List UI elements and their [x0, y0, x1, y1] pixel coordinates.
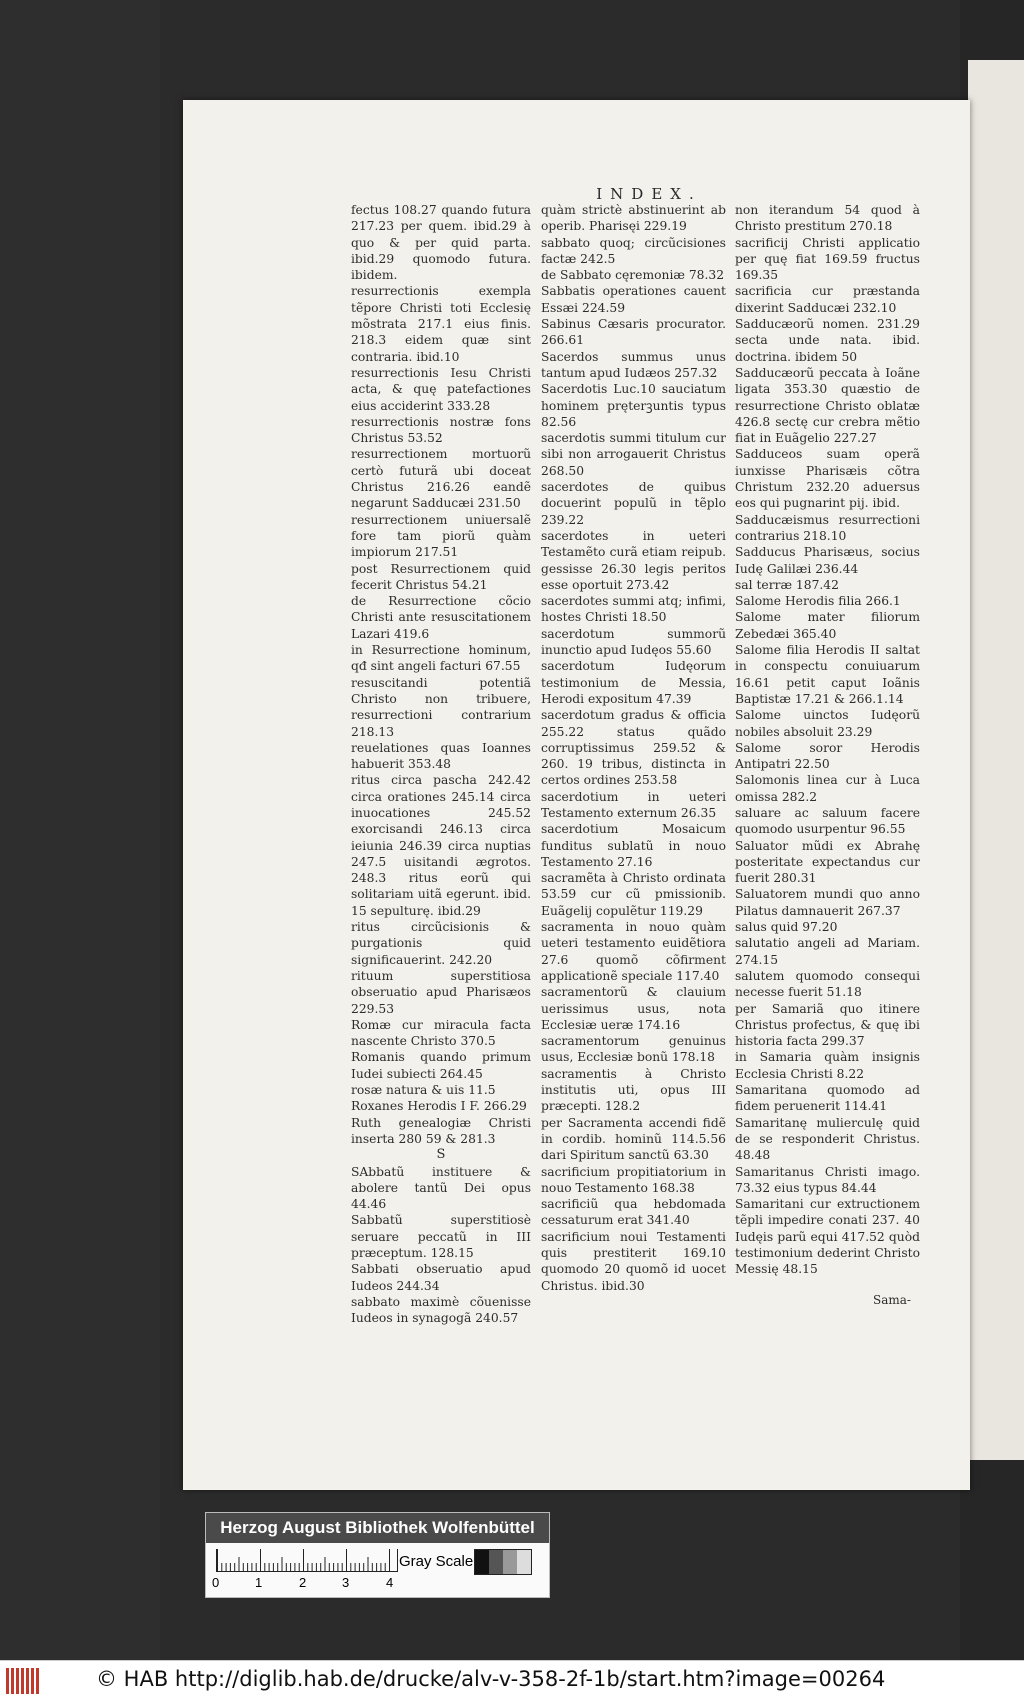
index-entry: Samaritanę mulierculę quid de se responderit Christus. 48.48: [735, 1115, 920, 1163]
color-scale-card: [205, 1512, 550, 1598]
index-entry: reuelationes quas Ioannes habuerit 353.48: [351, 740, 531, 772]
index-entry: in Samaria quàm insignis Ecclesia Christi 8.22: [735, 1050, 920, 1081]
index-entry: Sadducus Pharisæus, socius Iudę Galilæi 236.44: [735, 545, 920, 576]
index-entry: per Sacramenta accendi fidẽ in cordib. hominũ 114.5.56 dari Spiritum sanctũ 63.30: [541, 1115, 726, 1163]
index-entry: sacrificia cur præstanda dixerint Sadducæi 232.10: [735, 284, 920, 315]
ruler-number: 2: [299, 1575, 307, 1590]
index-entry: Saluatorem mundi quo anno Pilatus damnauerit 267.37: [735, 887, 920, 918]
index-entry: Roxanes Herodis I F. 266.29: [351, 1099, 527, 1114]
index-entry: sacrificium noui Testamenti quis prestiterit 169.10 quomodo 20 quomõ id uocet Christus. ibid.30: [541, 1229, 726, 1293]
index-entry: Salome soror Herodis Antipatri 22.50: [735, 740, 920, 772]
page-header: INDEX.: [596, 185, 702, 203]
index-entry: sacerdotum summorũ inunctio apud Iudęos 55.60: [541, 626, 726, 658]
index-entry: Sadducæismus resurrectioni contrarius 218.10: [735, 512, 920, 543]
index-entry: Sabbatis operationes cauent Essæi 224.59: [541, 284, 726, 315]
index-entry: quàm strictè abstinuerint ab operib. Pharisęi 229.19: [541, 203, 726, 234]
index-entry: Romanis quando primum Iudei subiecti 264.45: [351, 1050, 531, 1081]
index-entry: Sadduceos suam operã iunxisse Pharisæis cõtra Christum 232.20 aduersus eos qui pugnarint pij. ibid.: [735, 447, 920, 511]
index-entry: sacrificiũ qua hebdomada cessaturum erat 341.40: [541, 1197, 726, 1228]
index-entry: sacerdotes summi atq; infimi, hostes Christi 18.50: [541, 594, 726, 625]
index-entry: sacerdotium Mosaicum funditus sublatũ in nouo Testamento 27.16: [541, 822, 726, 869]
index-entry: in Resurrectione hominum, qđ sint angeli facturi 67.55: [351, 643, 531, 674]
index-entry: resuscitandi potentiã Christo non tribuere, resurrectioni contrarium 218.13: [351, 675, 531, 739]
index-entry: ritus circa pascha 242.42 circa orationes 245.14 circa inuocationes 245.52 exorcisandi 246.13 circa ieiunia 246.39 circa nuptias 247.5 uisitandi ægrotos. 248.3 ritus eorũ qui solitariam uitã egerunt. ibid. 15 sepulturę. ibid.29: [351, 773, 531, 918]
index-entry: sacramentis à Christo institutis uti, opus III præcepti. 128.2: [541, 1066, 726, 1114]
index-entry: de Resurrectione cõcio Christi ante resuscitationem Lazari 419.6: [351, 594, 531, 641]
index-entry: sacramẽta à Christo ordinata 53.59 cur cũ pmissionib. Euãgelij copulẽtur 119.29: [541, 871, 726, 918]
gray-swatch: [475, 1550, 489, 1574]
gray-swatch: [503, 1550, 517, 1574]
index-entry: sacramentorum genuinus usus, Ecclesiæ bonũ 178.18: [541, 1034, 726, 1065]
hab-logo-icon: [6, 1668, 46, 1694]
index-column-2: [541, 202, 726, 1294]
index-entry: Salome filia Herodis II saltat in conspectu conuiuarum 16.61 petit caput Ioãnis Baptistæ 17.21 & 266.1.14: [735, 643, 920, 706]
library-name: Herzog August Bibliothek Wolfenbüttel: [206, 1513, 549, 1543]
ruler-number: 0: [212, 1575, 220, 1590]
index-entry: ritus circũcisionis & purgationis quid significauerint. 242.20: [351, 920, 531, 967]
index-entry: sacrificium propitiatorium in nouo Testamento 168.38: [541, 1164, 726, 1195]
index-column-1: [351, 202, 531, 1326]
scan-background-left: [0, 0, 160, 1660]
index-entry: sacerdotes in ueteri Testamẽto curã etiam reipub. gessisse 26.30 legis peritos esse oportuit 273.42: [541, 528, 726, 592]
index-entry: salutem quomodo consequi necesse fuerit 51.18: [735, 968, 920, 1000]
footer-bar: [0, 1660, 1024, 1700]
index-entry: non iterandum 54 quod à Christo prestitum 270.18: [735, 203, 920, 234]
index-entry: resurrectionis exempla tẽpore Christi toti Ecclesię mõstrata 217.1 eius finis. 218.3 eidem quæ sint contraria. ibid.10: [351, 284, 531, 364]
index-entry: Sadducæorũ nomen. 231.29 secta unde nata. ibid. doctrina. ibidem 50: [735, 317, 920, 364]
index-entry: Samaritani cur extructionem tẽpli impedire conati 237. 40 Iudęis parũ equi 417.52 quòd testimonium dederint Christo Messię 48.15: [735, 1197, 920, 1277]
index-entry: Sacerdos summus unus tantum apud Iudæos 257.32: [541, 349, 726, 380]
index-entry: Salome Herodis filia 266.1: [735, 594, 901, 609]
index-entry: Sadducæorũ peccata à Ioãne ligata 353.30 quæstio de resurrectione Christo oblatæ 426.8 sectę cur crebra mẽtio fiat in Euãgelio 227.27: [735, 365, 920, 446]
index-entry: sacramenta in nouo quàm ueteri testamento euidẽtiora 27.6 quomõ cõfirment applicationẽ speciale 117.40: [541, 920, 726, 983]
index-entry: sacerdotis summi titulum cur sibi non arrogauerit Christus 268.50: [541, 431, 726, 478]
index-entry: Sabbati obseruatio apud Iudeos 244.34: [351, 1262, 531, 1293]
gray-swatch: [517, 1550, 531, 1574]
index-entry: Salomonis linea cur à Luca omissa 282.2: [735, 773, 920, 804]
ruler-number: 1: [255, 1575, 263, 1590]
index-entry: fectus 108.27 quando futura 217.23 per quem. ibid.29 à quo & per quid parta. ibid.29 quomodo futura. ibidem.: [351, 203, 531, 283]
index-column-3: [735, 202, 920, 1278]
index-entry: sabbato quoq; circũcisiones factæ 242.5: [541, 235, 726, 266]
index-entry: resurrectionem uniuersalẽ fore tam piorũ quàm impiorum 217.51: [351, 512, 531, 560]
index-entry: Samaritana quomodo ad fidem peruenerit 114.41: [735, 1083, 920, 1114]
index-entry: sacramentorũ & clauium uerissimus usus, nota Ecclesiæ ueræ 174.16: [541, 985, 726, 1032]
index-entry: post Resurrectionem quid fecerit Christus 54.21: [351, 561, 531, 592]
gray-swatch: [489, 1550, 503, 1574]
index-entry: salutatio angeli ad Mariam. 274.15: [735, 936, 920, 967]
index-entry: resurrectionis Iesu Christi acta, & quę patefactiones eius acciderint 333.28: [351, 365, 531, 413]
catchword: Sama-: [873, 1293, 911, 1307]
index-entry: sal terræ 187.42: [735, 577, 839, 592]
index-entry: Salome mater filiorum Zebedæi 365.40: [735, 610, 920, 641]
index-entry: sacerdotum gradus & officia 255.22 status quãdo corruptissimus 259.52 & 260. 19 tribus, distincta in certos ordines 253.58: [541, 708, 726, 788]
index-entry: rituum superstitiosa obseruatio apud Pharisæos 229.53: [351, 968, 531, 1016]
gray-scale-label: Gray Scale: [399, 1553, 474, 1570]
footer-url-text[interactable]: © HAB http://diglib.hab.de/drucke/alv-v-358-2f-1b/start.htm?image=00264: [96, 1667, 886, 1691]
index-entry: Sabinus Cæsaris procurator. 266.61: [541, 317, 726, 348]
index-entry: sacerdotes de quibus docuerint populũ in tẽplo 239.22: [541, 480, 726, 527]
index-entry: resurrectionem mortuorũ certò futurã ubi doceat Christus 216.26 eandẽ negarunt Sadducæi 231.50: [351, 447, 531, 511]
index-entry: per Samariã quo itinere Christus profectus, & quę ibi historia facta 299.37: [735, 1001, 920, 1049]
index-entry: Sacerdotis Luc.10 sauciatum hominem pręterꝫuntis typus 82.56: [541, 382, 726, 429]
index-entry: SAbbatũ instituere & abolere tantũ Dei opus 44.46: [351, 1164, 531, 1212]
index-entry: Ruth genealogiæ Christi inserta 280 59 & 281.3: [351, 1115, 531, 1146]
index-entry: Romæ cur miracula facta nascente Christo 370.5: [351, 1017, 531, 1049]
index-entry: sabbato maximè cõuenisse Iudeos in synagogã 240.57: [351, 1294, 531, 1326]
ruler-ticks: [217, 1549, 397, 1571]
book-page: [183, 100, 970, 1490]
section-letter: S: [436, 1147, 446, 1163]
index-entry: sacrificij Christi applicatio per quę fiat 169.59 fructus 169.35: [735, 235, 920, 283]
index-entry: Samaritanus Christi imago. 73.32 eius typus 84.44: [735, 1164, 920, 1195]
index-entry: sacerdotium in ueteri Testamento externum 26.35: [541, 789, 726, 820]
index-entry: de Sabbato cęremoniæ 78.32: [541, 268, 725, 283]
adjacent-page-edge: [968, 60, 1024, 1460]
ruler-scale: [216, 1549, 398, 1572]
index-entry: Sabbatũ superstitiosè seruare peccatũ in III præceptum. 128.15: [351, 1213, 531, 1260]
index-entry: Saluator mũdi ex Abrahę posteritate expectandus cur fuerit 280.31: [735, 838, 920, 886]
ruler-number: 4: [386, 1575, 394, 1590]
index-entry: saluare ac saluum facere quomodo usurpentur 96.55: [735, 805, 920, 837]
index-entry: resurrectionis nostræ fons Christus 53.52: [351, 414, 531, 446]
index-entry: salus quid 97.20: [735, 920, 838, 935]
index-entry: rosæ natura & uis 11.5: [351, 1083, 496, 1098]
gray-scale-bar: [474, 1549, 532, 1575]
index-entry: Salome uinctos Iudęorũ nobiles absoluit 23.29: [735, 708, 920, 739]
index-entry: sacerdotum Iudęorum testimonium de Messia, Herodi expositum 47.39: [541, 659, 726, 706]
ruler-number: 3: [342, 1575, 350, 1590]
